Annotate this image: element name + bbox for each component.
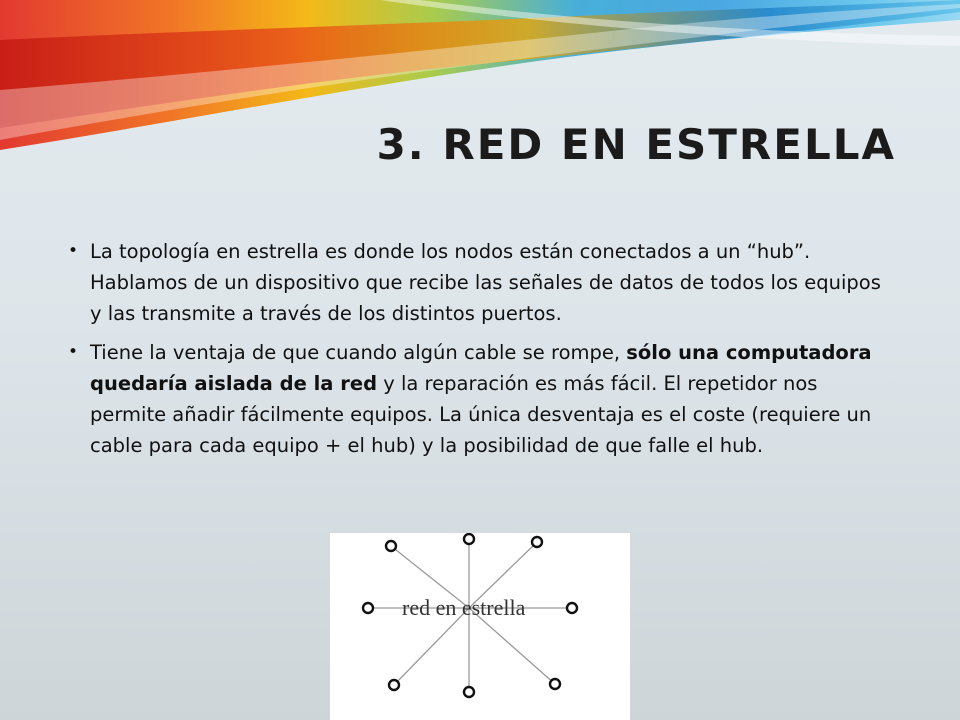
star-topology-diagram	[330, 533, 630, 720]
node-circle	[386, 541, 396, 551]
node-circle	[363, 603, 373, 613]
node-circle	[567, 603, 577, 613]
bullet-item-1	[66, 236, 886, 329]
node-circle	[532, 537, 542, 547]
bullet-item-2	[66, 337, 886, 461]
node-circle	[464, 687, 474, 697]
node-circle	[464, 534, 474, 544]
bullet-2-bold-text: sólo una computadora quedaría aislada de la red	[90, 341, 872, 395]
diagram-label: red en estrella	[402, 595, 526, 620]
star-topology-svg	[330, 533, 630, 720]
bullet-1-text: La topología en estrella es donde los nodos están conectados a un “hub”. Hablamos de un dispositivo que recibe las señales de datos de todos los equipos y las transmite a través de los distintos puertos.	[90, 240, 881, 325]
node-circle	[389, 680, 399, 690]
bullet-2-text-start: Tiene la ventaja de que cuando algún cable se rompe,	[90, 341, 627, 364]
slide-title: 3. RED EN ESTRELLA	[376, 120, 896, 169]
node-circle	[550, 679, 560, 689]
bullet-list	[66, 236, 886, 469]
bullet-2-text-end: y la reparación es más fácil. El repetidor nos permite añadir fácilmente equipos. La única desventaja es el coste (requiere un cable para cada equipo + el hub) y la posibilidad de que falle el hub.	[90, 372, 872, 457]
